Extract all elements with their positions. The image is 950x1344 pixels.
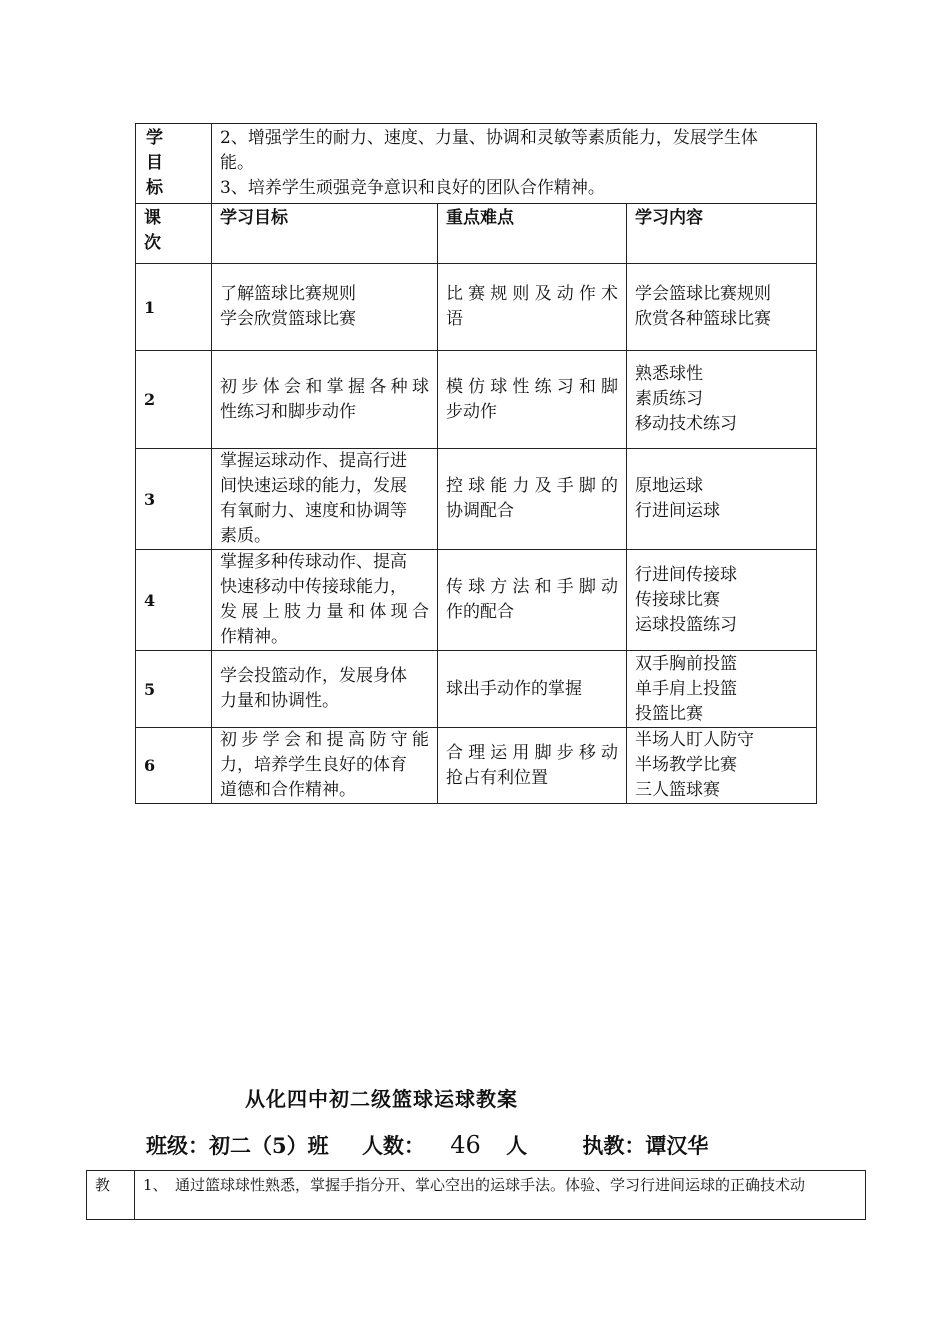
lesson-goal: 掌握运球动作、提高行进 间快速运球的能力，发展 有氧耐力、速度和协调等 素质。 [212,449,438,550]
table-row [136,449,817,550]
table-row [136,264,817,351]
lesson-focus: 控球能力及手脚的 协调配合 [438,449,627,550]
lesson-number: 6 [136,728,212,804]
class-value: 初二（5）班 [209,1133,329,1158]
lesson-content: 半场人盯人防守 半场教学比赛 三人篮球赛 [627,728,817,804]
header-focus: 重点难点 [438,204,627,264]
lesson-number: 4 [136,550,212,651]
lesson-focus: 球出手动作的掌握 [438,651,627,728]
teacher-value: 谭汉华 [645,1133,709,1158]
objectives-line: 2、增强学生的耐力、速度、力量、协调和灵敏等素质能力，发展学生体 [220,128,758,148]
lesson-content: 原地运球 行进间运球 [627,449,817,550]
lesson-goal: 初步学会和提高防守能 力，培养学生良好的体育 道德和合作精神。 [212,728,438,804]
count-unit: 人 [506,1133,528,1158]
class-info-line [146,1130,708,1160]
lesson-focus: 合理运用脚步移动 抢占有利位置 [438,728,627,804]
row-text: 1、 通过篮球球性熟悉，掌握手指分开、掌心空出的运球手法。体验、学习行进间运球的正确技术动 [135,1171,866,1220]
lesson-goal: 初步体会和掌握各种球 性练习和脚步动作 [212,351,438,449]
lesson-goal: 掌握多种传球动作、提高 快速移动中传接球能力， 发展上肢力量和体现合 作精神。 [212,550,438,651]
lesson-plan-table [135,123,817,804]
lesson-content: 学会篮球比赛规则 欣赏各种篮球比赛 [627,264,817,351]
objectives-row [136,124,817,204]
objectives-label: 学目标 [136,124,212,204]
count-label: 人数： [361,1133,425,1158]
header-goal: 学习目标 [212,204,438,264]
objectives-text [212,124,817,204]
lesson-number: 2 [136,351,212,449]
teaching-plan-table [86,1170,866,1220]
lesson-content: 熟悉球性 素质练习 移动技术练习 [627,351,817,449]
lesson-number: 5 [136,651,212,728]
page-title: 从化四中初二级篮球运球教案 [245,1087,518,1111]
teacher-label: 执教： [582,1133,646,1158]
objectives-line: 能。 [220,153,254,173]
header-row [136,204,817,264]
lesson-goal: 了解篮球比赛规则 学会欣赏篮球比赛 [212,264,438,351]
header-content: 学习内容 [627,204,817,264]
lesson-focus: 比赛规则及动作术 语 [438,264,627,351]
table-row [136,351,817,449]
lesson-content: 行进间传接球 传接球比赛 运球投篮练习 [627,550,817,651]
lesson-focus: 模仿球性练习和脚 步动作 [438,351,627,449]
class-label: 班级： [146,1133,209,1158]
table-row [136,728,817,804]
table-row [87,1171,866,1220]
count-value: 46 [450,1131,481,1159]
lesson-content: 双手胸前投篮 单手肩上投篮 投篮比赛 [627,651,817,728]
objectives-line: 3、培养学生顽强竞争意识和良好的团队合作精神。 [220,178,605,198]
row-label: 教 [87,1171,135,1220]
table-row [136,651,817,728]
lesson-focus: 传球方法和手脚动 作的配合 [438,550,627,651]
header-lesson: 课次 [136,204,212,264]
table-row [136,550,817,651]
lesson-number: 1 [136,264,212,351]
lesson-goal: 学会投篮动作，发展身体 力量和协调性。 [212,651,438,728]
lesson-number: 3 [136,449,212,550]
